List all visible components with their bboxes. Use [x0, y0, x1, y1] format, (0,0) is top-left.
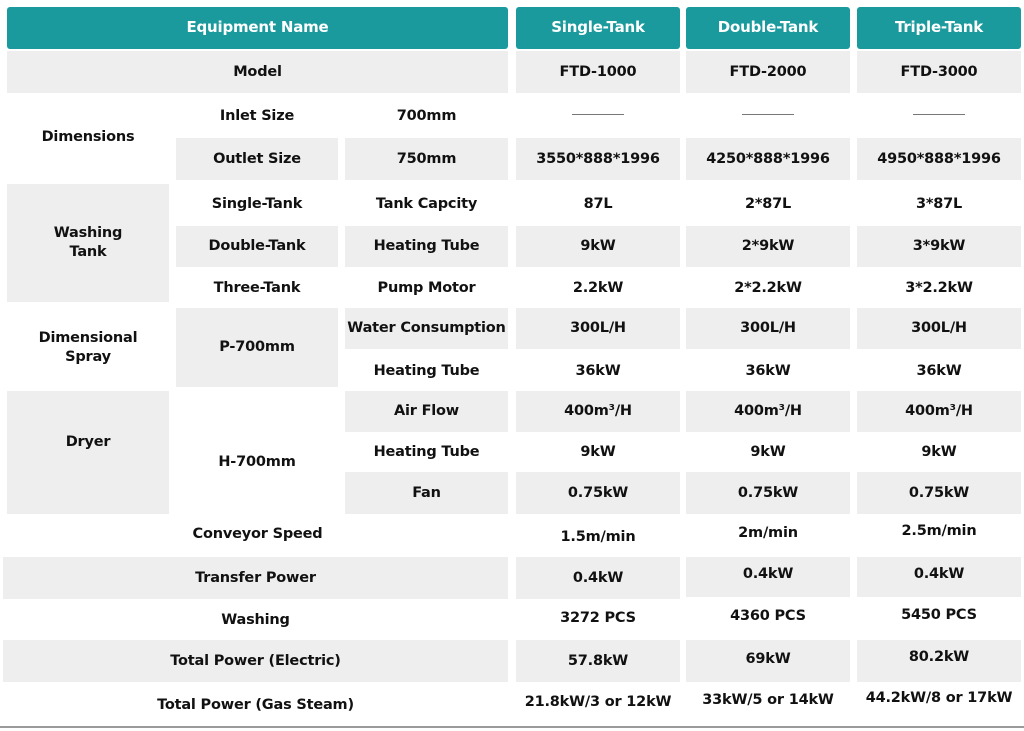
conveyor-speed-value: 2.5m/min — [901, 522, 977, 539]
washing-tank-value: 2.2kW — [572, 279, 624, 296]
spray-label: Dimensional Spray — [38, 330, 138, 365]
dryer-value: 400m³/H — [516, 391, 680, 432]
inlet-value-empty — [686, 95, 850, 133]
outlet-value: 3550*888*1996 — [516, 138, 680, 180]
transfer-power-label: Transfer Power — [3, 557, 508, 599]
conveyor-speed-value: 1.5m/min — [560, 528, 636, 545]
total-gas-value: 33kW/5 or 14kW — [702, 691, 834, 708]
conveyor-speed-label: Conveyor Speed — [192, 525, 323, 542]
model-label: Model — [7, 51, 508, 93]
dryer-value: 9kW — [750, 443, 786, 460]
spray-value: 36kW — [575, 362, 621, 379]
outlet-size-label: Outlet Size — [176, 138, 338, 180]
washing-value: 4360 PCS — [730, 607, 806, 624]
washing-tank-value: 2*9kW — [686, 226, 850, 267]
dryer-sub: H-700mm — [218, 454, 296, 471]
washing-tank-param: Heating Tube — [345, 226, 508, 267]
header-double-tank: Double-Tank — [686, 7, 850, 49]
dash-placeholder — [913, 114, 965, 115]
washing-tank-sub: Double-Tank — [176, 226, 338, 267]
spray-value: 300L/H — [857, 308, 1021, 349]
total-gas-value: 44.2kW/8 or 17kW — [865, 689, 1013, 706]
header-equipment-name: Equipment Name — [7, 7, 508, 49]
washing-tank-param: Pump Motor — [377, 279, 476, 296]
inlet-size-label: Inlet Size — [219, 107, 295, 124]
total-gas-value: 21.8kW/3 or 12kW — [524, 693, 672, 710]
total-gas-label: Total Power (Gas Steam) — [157, 696, 354, 713]
dryer-param: Heating Tube — [373, 443, 480, 460]
dryer-value: 0.75kW — [857, 472, 1021, 514]
dash-placeholder — [572, 114, 624, 115]
dryer-value: 400m³/H — [857, 391, 1021, 432]
inlet-value-empty — [857, 95, 1021, 133]
transfer-power-value: 0.4kW — [516, 557, 680, 599]
washing-tank-value: 3*9kW — [857, 226, 1021, 267]
washing-tank-sub: Three-Tank — [213, 279, 301, 296]
spray-value: 300L/H — [686, 308, 850, 349]
washing-tank-value: 2*2.2kW — [734, 279, 802, 296]
dryer-label: Dryer — [7, 391, 169, 514]
washing-tank-label: Washing Tank — [7, 184, 169, 302]
washing-tank-param: Tank Capcity — [375, 195, 478, 212]
outlet-value: 4950*888*1996 — [857, 138, 1021, 180]
model-value: FTD-3000 — [857, 51, 1021, 93]
inlet-size-spec: 700mm — [396, 107, 457, 124]
dryer-param: Fan — [345, 472, 508, 514]
total-electric-value: 69kW — [686, 640, 850, 682]
total-electric-label: Total Power (Electric) — [3, 640, 508, 682]
dryer-value: 9kW — [580, 443, 616, 460]
washing-tank-sub: Single-Tank — [211, 195, 303, 212]
washing-tank-value: 3*87L — [915, 195, 963, 212]
dryer-param: Air Flow — [345, 391, 508, 432]
header-single-tank: Single-Tank — [516, 7, 680, 49]
spray-param: Heating Tube — [373, 362, 480, 379]
outlet-size-spec: 750mm — [345, 138, 508, 180]
conveyor-speed-value: 2m/min — [738, 524, 798, 541]
dimensions-label: Dimensions — [41, 129, 135, 146]
washing-tank-value: 87L — [583, 195, 613, 212]
bottom-divider — [0, 726, 1024, 728]
washing-tank-value: 2*87L — [744, 195, 792, 212]
washing-label: Washing — [221, 611, 290, 628]
dryer-value: 0.75kW — [686, 472, 850, 514]
spray-value: 300L/H — [516, 308, 680, 349]
washing-tank-value: 3*2.2kW — [905, 279, 973, 296]
washing-value: 3272 PCS — [560, 609, 636, 626]
total-electric-value: 57.8kW — [516, 640, 680, 682]
transfer-power-value: 0.4kW — [686, 557, 850, 597]
spray-sub: P-700mm — [176, 308, 338, 387]
total-electric-value: 80.2kW — [857, 640, 1021, 682]
inlet-value-empty — [516, 95, 680, 133]
header-triple-tank: Triple-Tank — [857, 7, 1021, 49]
transfer-power-value: 0.4kW — [857, 557, 1021, 597]
outlet-value: 4250*888*1996 — [686, 138, 850, 180]
model-value: FTD-1000 — [516, 51, 680, 93]
washing-tank-value: 9kW — [516, 226, 680, 267]
model-value: FTD-2000 — [686, 51, 850, 93]
spray-param: Water Consumption — [345, 308, 508, 349]
dryer-value: 400m³/H — [686, 391, 850, 432]
dash-placeholder — [742, 114, 794, 115]
washing-value: 5450 PCS — [901, 606, 977, 623]
spray-value: 36kW — [745, 362, 791, 379]
dryer-value: 9kW — [921, 443, 957, 460]
spray-value: 36kW — [916, 362, 962, 379]
dryer-value: 0.75kW — [516, 472, 680, 514]
